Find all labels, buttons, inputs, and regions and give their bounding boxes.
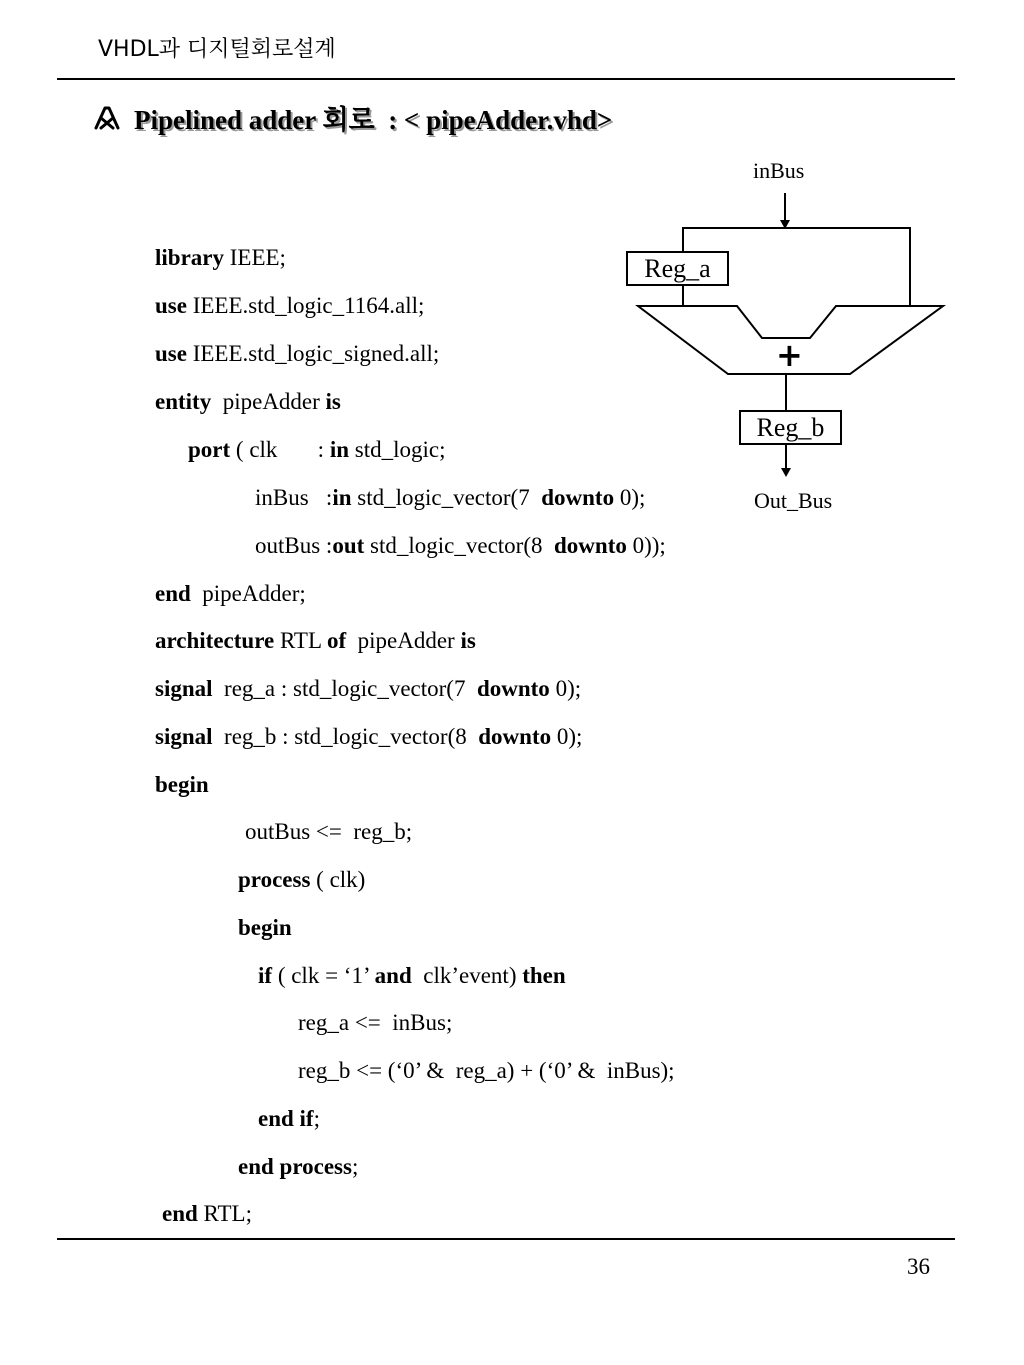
code-text: RTL; <box>197 1201 252 1226</box>
code-keyword: end <box>162 1201 198 1226</box>
code-keyword: and <box>374 963 412 988</box>
document-header-title: VHDL과 디지털회로설계 <box>98 37 336 62</box>
code-text: reg_b : std_logic_vector(8 <box>212 724 479 749</box>
code-line <box>238 866 365 894</box>
code-text: pipeAdder <box>346 628 461 653</box>
code-keyword: of <box>326 628 347 653</box>
code-keyword: if <box>258 963 273 988</box>
code-keyword: downto <box>476 676 550 701</box>
reg-b-box: Reg_b <box>739 410 842 445</box>
code-keyword: entity <box>155 389 212 414</box>
reg-a-box: Reg_a <box>626 251 729 286</box>
code-line <box>162 1200 252 1228</box>
code-text: reg_a : std_logic_vector(7 <box>212 676 477 701</box>
code-keyword: signal <box>155 724 213 749</box>
code-keyword: signal <box>155 676 213 701</box>
code-keyword: downto <box>541 485 615 510</box>
code-line <box>155 627 476 655</box>
inbus-label: inBus <box>753 158 805 183</box>
code-keyword: then <box>522 963 566 988</box>
code-text: 0); <box>551 724 583 749</box>
code-keyword: use <box>155 341 187 366</box>
code-keyword: is <box>460 628 476 653</box>
code-line <box>258 962 566 990</box>
code-text: 0); <box>549 676 582 701</box>
code-line <box>155 580 306 608</box>
code-text: reg_a <= inBus; <box>298 1010 453 1035</box>
code-keyword: begin <box>238 915 292 940</box>
code-line <box>258 1105 320 1133</box>
code-keyword: process <box>238 867 311 892</box>
code-keyword: out <box>332 533 365 558</box>
code-text: ( clk) <box>310 867 366 892</box>
code-text: std_logic; <box>349 437 446 462</box>
code-line <box>155 723 582 751</box>
code-text: ; <box>351 1154 359 1179</box>
slide-title-text: Pipelined adder 회로 : < pipeAdder.vhd> <box>134 105 613 135</box>
code-line <box>298 1009 452 1037</box>
code-keyword: is <box>325 389 341 414</box>
diagram-wires <box>0 0 1024 520</box>
page-number: 36 <box>907 1254 930 1279</box>
code-text: 0); <box>614 485 646 510</box>
outbus-label: Out_Bus <box>754 488 833 513</box>
outbus-arrow-head <box>781 468 791 477</box>
code-text: pipeAdder <box>211 389 326 414</box>
code-keyword: end <box>155 581 191 606</box>
code-text: ; <box>313 1106 320 1131</box>
code-keyword: downto <box>554 533 627 558</box>
code-keyword: begin <box>155 772 209 797</box>
code-keyword: use <box>155 293 187 318</box>
code-line <box>238 914 292 942</box>
code-line <box>155 675 581 703</box>
code-keyword: end if <box>258 1106 314 1131</box>
code-text: std_logic_vector(8 <box>364 533 554 558</box>
code-text: IEEE.std_logic_1164.all; <box>186 293 425 318</box>
footer-divider <box>57 1238 955 1240</box>
code-line <box>255 532 666 560</box>
code-text: inBus : <box>255 485 333 510</box>
code-text: std_logic_vector(7 <box>351 485 542 510</box>
code-line <box>238 1153 358 1181</box>
code-text: clk’event) <box>411 963 523 988</box>
code-text: pipeAdder; <box>190 581 306 606</box>
code-text: reg_b <= (‘0’ & reg_a) + (‘0’ & inBus); <box>298 1058 675 1083</box>
code-keyword: architecture <box>155 628 275 653</box>
code-keyword: end process <box>238 1154 352 1179</box>
code-text: outBus : <box>255 533 333 558</box>
code-text: IEEE.std_logic_signed.all; <box>186 341 440 366</box>
code-text: RTL <box>274 628 327 653</box>
code-keyword: in <box>332 485 352 510</box>
code-keyword: in <box>329 437 350 462</box>
code-line <box>245 818 412 846</box>
code-text: IEEE; <box>224 245 286 270</box>
code-text: ( clk : <box>230 437 330 462</box>
code-keyword: port <box>188 437 231 462</box>
code-text: 0)); <box>626 533 666 558</box>
code-keyword: downto <box>478 724 552 749</box>
code-line <box>298 1057 675 1085</box>
code-text: ( clk = ‘1’ <box>272 963 375 988</box>
code-text: outBus <= reg_b; <box>245 819 413 844</box>
code-keyword: library <box>155 245 224 270</box>
code-line <box>155 771 209 799</box>
adder-plus-sign: + <box>776 336 803 374</box>
